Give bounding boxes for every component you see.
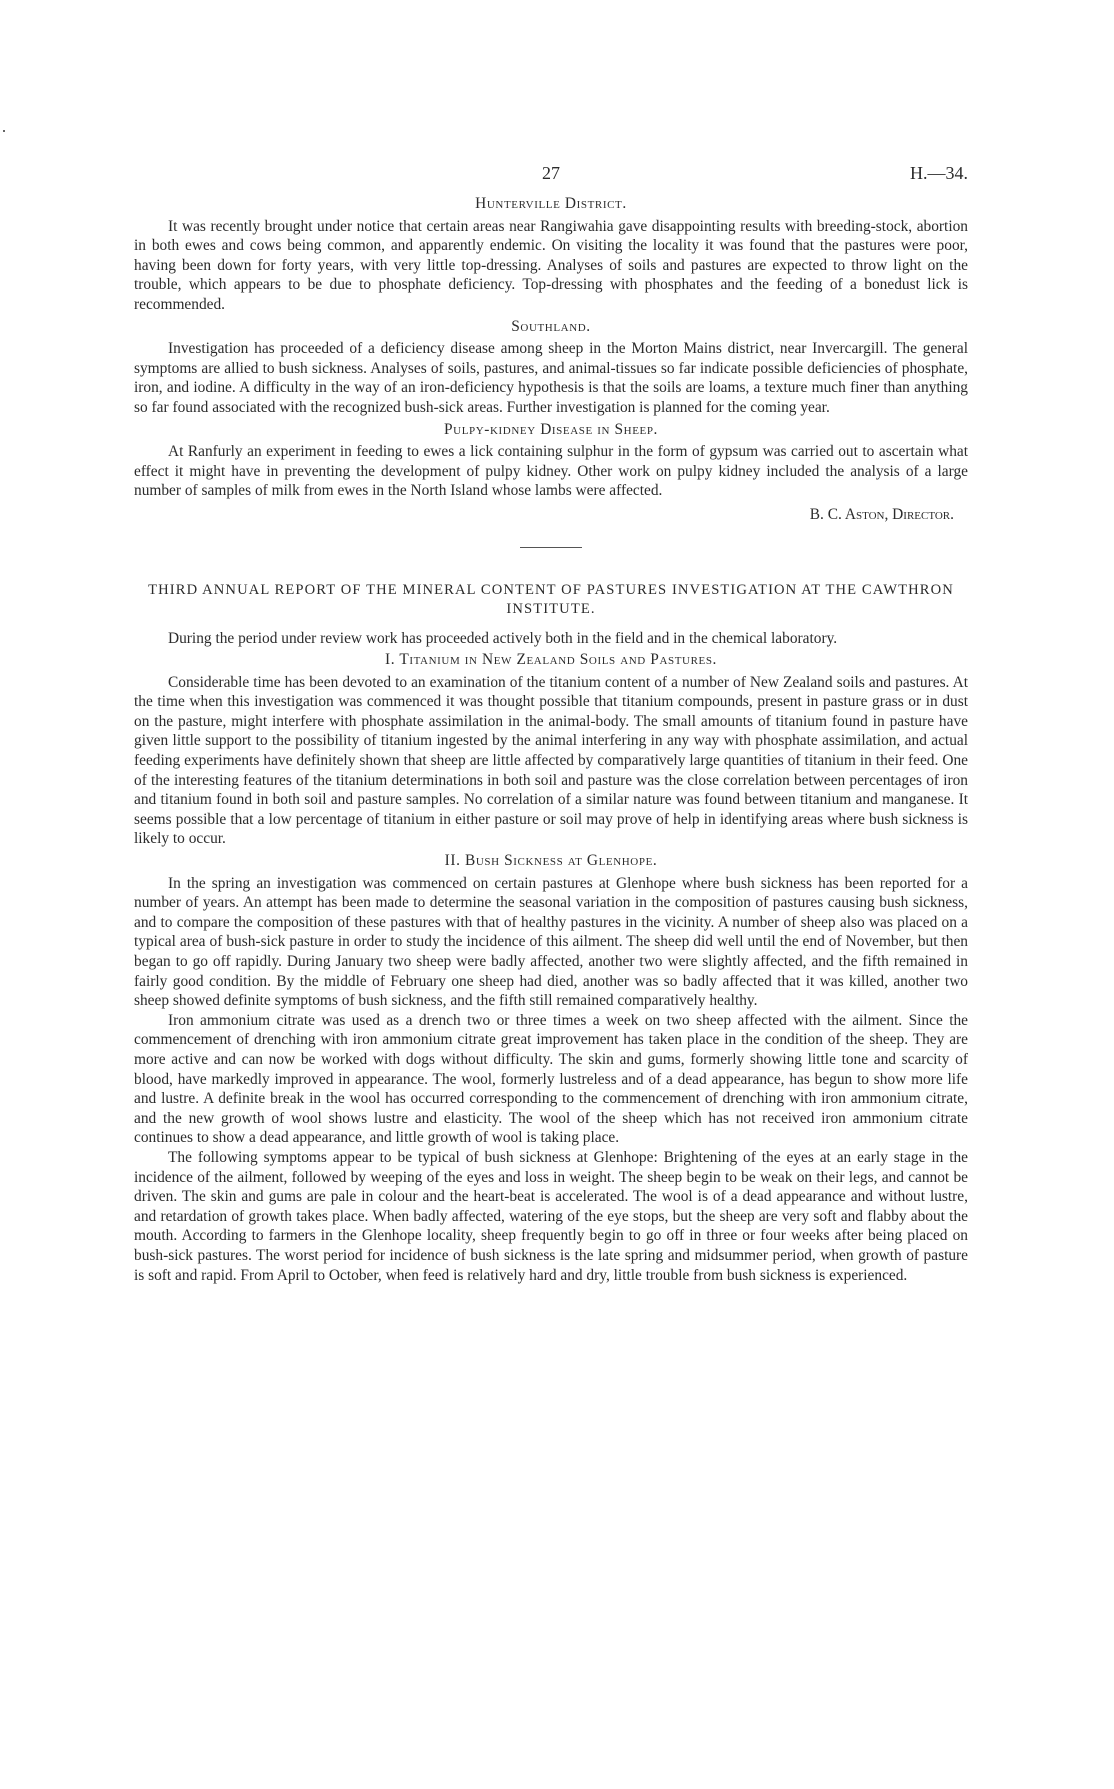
- report-title: THIRD ANNUAL REPORT OF THE MINERAL CONTENT OF PASTURES INVESTIGATION AT THE CAWTHRON INSTITUTE.: [148, 581, 954, 617]
- pulpy-kidney-heading: Pulpy-kidney Disease in Sheep.: [443, 420, 659, 438]
- southland-heading: Southland.: [511, 317, 591, 335]
- page-number: 27: [542, 163, 560, 183]
- scan-speck: [3, 130, 5, 132]
- document-reference: H.—34.: [910, 163, 968, 183]
- hunterville-paragraph: It was recently brought under notice that certain areas near Rangiwahia gave disappointing results with breeding-stock, abortion in both ewes and cows being common, and apparently endemic. On visiting the locality it was found that the pastures were poor, having been down for forty years, with very little top-dressing. Analyses of soils and pastures are expected to throw light on the trouble, which appears to be due to phosphate deficiency. Top-dressing with phosphates and the feeding of a bonedust lick is recommended.: [134, 217, 968, 313]
- titanium-paragraph: Considerable time has been devoted to an examination of the titanium content of a number of New Zealand soils and pastures. At the time when this investigation was commenced it was thought possible that titanium compounds, present in pasture grass or in dust on the pasture, might interfere with phosphate assimilation in the animal-body. The small amounts of titanium found in pasture have given little support to the possibility of titanium ingested by the animal interfering in any way with phosphate assimilation, and actual feeding experiments have definitely shown that sheep are little affected by comparatively large quantities of titanium in their feed. One of the interesting features of the titanium determinations in both soil and pasture was the close correlation between percentages of iron and titanium found in both soil and pasture samples. No correlation of a similar nature was found between titanium and manganese. It seems possible that a low percentage of titanium in either pasture or soil may prove of help in identifying areas where bush sickness is likely to occur.: [134, 673, 968, 848]
- page-header: [134, 164, 968, 192]
- pulpy-kidney-paragraph: At Ranfurly an experiment in feeding to ewes a lick containing sulphur in the form of gypsum was carried out to ascertain what effect it might have in preventing the development of pulpy kidney. Other work on pulpy kidney included the analysis of a large number of samples of milk from ewes in the North Island whose lambs were affected.: [134, 443, 968, 500]
- hunterville-heading: Hunterville District.: [475, 195, 627, 212]
- glenhope-paragraph-2: Iron ammonium citrate was used as a drench two or three times a week on two sheep affected with the ailment. Since the commencement of drenching with iron ammonium citrate great improvement has taken place in the condition of the sheep. They are more active and can now be worked with dogs without difficulty. The skin and gums, formerly showing little tone and scarcity of blood, have markedly improved in appearance. The wool, formerly lustreless and of a dead appearance, has begun to show more life and lustre. A definite break in the wool has occurred corresponding to the commencement of drenching with iron ammonium citrate, and the new growth of wool shows lustre and elasticity. The wool of the sheep which has not received iron ammonium citrate continues to show a dead appearance, and little growth of wool is taking place.: [134, 1011, 968, 1147]
- section-divider: [520, 547, 582, 548]
- southland-paragraph: Investigation has proceeded of a deficiency disease among sheep in the Morton Mains district, near Invercargill. The general symptoms are allied to bush sickness. Analyses of soils, pastures, and animal-tissues so far indicate possible deficiencies of phosphate, iron, and iodine. A difficulty in the way of an iron-deficiency hypothesis is that the soils are loams, a texture much finer than anything so far found associated with the recognized bush-sick areas. Further investigation is planned for the coming year.: [134, 340, 968, 416]
- titanium-heading: I. Titanium in New Zealand Soils and Pastures.: [385, 651, 717, 669]
- glenhope-paragraph-3: The following symptoms appear to be typical of bush sickness at Glenhope: Brightening of the eyes at an early stage in the incidence of the ailment, followed by weeping of the eyes and loss in weight. The sheep begin to be weak on their legs, and cannot be driven. The skin and gums are pale in colour and the heart-beat is accelerated. The wool is of a dead appearance and without lustre, and retardation of growth takes place. When badly affected, watering of the eye stops, but the sheep are very soft and flabby about the mouth. According to farmers in the Glenhope locality, sheep frequently begin to go off in three or four weeks after being placed on bush-sick pastures. The worst period for incidence of bush sickness is the late spring and midsummer period, when growth of pasture is soft and rapid. From April to October, when feed is relatively hard and dry, little trouble from bush sickness is experienced.: [134, 1148, 968, 1284]
- signature: B. C. Aston, Director.: [809, 505, 954, 523]
- glenhope-heading: II. Bush Sickness at Glenhope.: [444, 852, 658, 870]
- document-page: [134, 164, 968, 1285]
- glenhope-paragraph-1: In the spring an investigation was commenced on certain pastures at Glenhope where bush sickness has been reported for a number of years. An attempt has been made to determine the seasonal variation in the composition of pastures causing bush sickness, and to compare the composition of these pastures with that of healthy pastures in the vicinity. A number of sheep also was placed on a typical area of bush-sick pasture in order to study the incidence of this ailment. The sheep did well until the end of November, but then began to go off rapidly. During January two sheep were badly affected, another two were slightly affected, and the fifth remained in fairly good condition. By the middle of February one sheep had died, another was so badly affected that it was killed, another two sheep showed definite symptoms of bush sickness, and the fifth still remained comparatively healthy.: [134, 874, 968, 1010]
- report-intro: During the period under review work has proceeded actively both in the field and in the chemical laboratory.: [168, 629, 838, 647]
